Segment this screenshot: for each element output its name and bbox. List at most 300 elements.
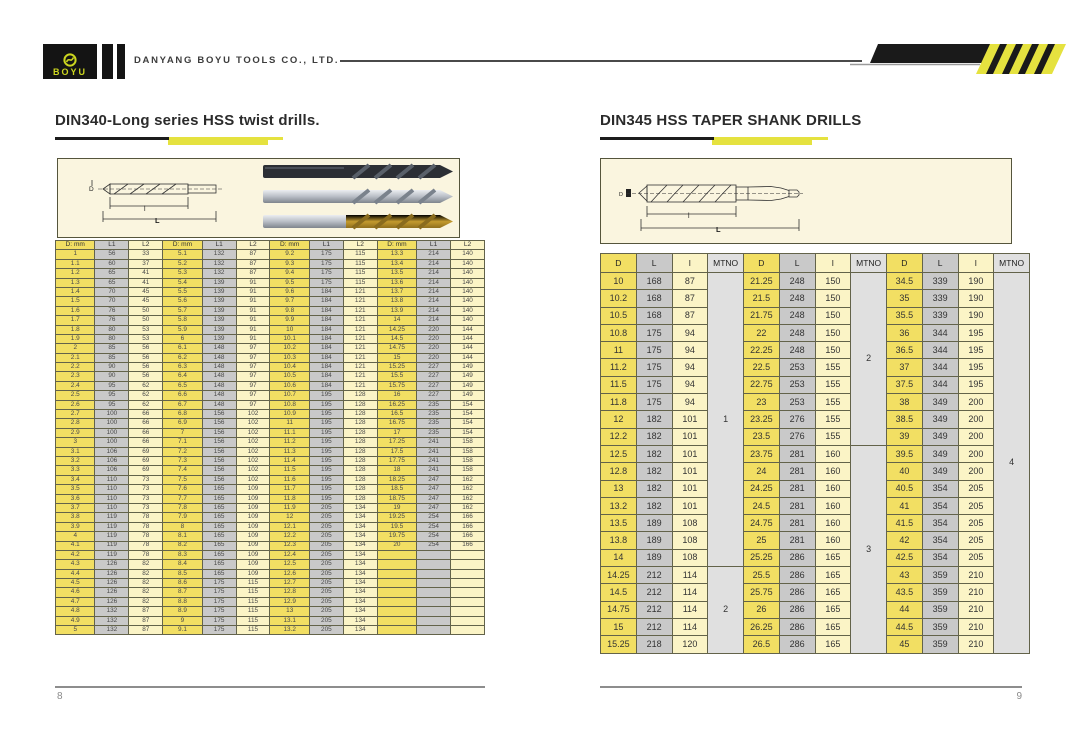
din340-cell: 134 bbox=[343, 626, 377, 635]
din340-cell: 184 bbox=[309, 381, 343, 390]
din345-cell: 155 bbox=[815, 376, 851, 393]
din345-col-header: D bbox=[744, 254, 780, 273]
din340-cell bbox=[451, 560, 485, 569]
din340-cell: 184 bbox=[309, 287, 343, 296]
din345-cell: 286 bbox=[779, 584, 815, 601]
din340-cell: 69 bbox=[129, 447, 163, 456]
din340-cell: 9.7 bbox=[270, 297, 309, 306]
din340-cell: 7.5 bbox=[163, 475, 202, 484]
din340-cell: 205 bbox=[309, 588, 343, 597]
din345-cell: 150 bbox=[815, 342, 851, 359]
din340-cell: 97 bbox=[236, 400, 270, 409]
din340-cell: 13.1 bbox=[270, 616, 309, 625]
din340-cell: 41 bbox=[129, 278, 163, 287]
svg-text:D: D bbox=[89, 186, 94, 193]
din340-row bbox=[56, 541, 485, 550]
din340-cell: 87 bbox=[129, 616, 163, 625]
din345-cell: 25.25 bbox=[744, 549, 780, 566]
din340-cell: 154 bbox=[451, 428, 485, 437]
din340-cell: 214 bbox=[417, 297, 451, 306]
din340-cell: 2.9 bbox=[56, 428, 95, 437]
din340-col-header: L2 bbox=[343, 241, 377, 250]
din340-cell: 165 bbox=[202, 532, 236, 541]
din345-cell: 354 bbox=[922, 480, 958, 497]
din345-cell: 175 bbox=[636, 359, 672, 376]
din340-row bbox=[56, 334, 485, 343]
din340-cell: 10.7 bbox=[270, 391, 309, 400]
din345-cell: 108 bbox=[672, 515, 708, 532]
din345-cell: 87 bbox=[672, 290, 708, 307]
din340-row bbox=[56, 503, 485, 512]
din340-col-header: L2 bbox=[129, 241, 163, 250]
din340-cell: 82 bbox=[129, 588, 163, 597]
din340-cell: 214 bbox=[417, 250, 451, 259]
din340-cell: 220 bbox=[417, 334, 451, 343]
din340-cell: 15.75 bbox=[377, 381, 416, 390]
din345-cell: 168 bbox=[636, 290, 672, 307]
din340-cell: 175 bbox=[309, 278, 343, 287]
din340-cell: 13 bbox=[270, 607, 309, 616]
right-page-number: 9 bbox=[1016, 691, 1022, 702]
left-page-number: 8 bbox=[57, 691, 63, 702]
din340-cell: 140 bbox=[451, 316, 485, 325]
din345-row bbox=[601, 532, 1030, 549]
din345-cell: 43 bbox=[887, 567, 923, 584]
din340-cell: 184 bbox=[309, 344, 343, 353]
din340-cell: 235 bbox=[417, 419, 451, 428]
din340-cell bbox=[377, 588, 416, 597]
din340-cell: 19.25 bbox=[377, 513, 416, 522]
din340-cell: 95 bbox=[95, 391, 129, 400]
din340-cell: 5.3 bbox=[163, 269, 202, 278]
din345-cell: 195 bbox=[958, 342, 994, 359]
din345-cell: 286 bbox=[779, 636, 815, 653]
din345-cell: 23.25 bbox=[744, 411, 780, 428]
din340-cell: 139 bbox=[202, 334, 236, 343]
din340-cell: 247 bbox=[417, 503, 451, 512]
din345-row bbox=[601, 480, 1030, 497]
din340-cell: 4.2 bbox=[56, 550, 95, 559]
din345-cell: 248 bbox=[779, 307, 815, 324]
din345-col-header: D bbox=[887, 254, 923, 273]
din340-cell bbox=[377, 560, 416, 569]
din345-cell: 286 bbox=[779, 549, 815, 566]
din340-cell: 144 bbox=[451, 325, 485, 334]
din340-cell: 90 bbox=[95, 363, 129, 372]
din340-cell: 205 bbox=[309, 503, 343, 512]
din345-cell: 26 bbox=[744, 601, 780, 618]
din340-cell: 205 bbox=[309, 532, 343, 541]
din340-cell: 85 bbox=[95, 344, 129, 353]
din340-cell: 73 bbox=[129, 485, 163, 494]
din345-cell: 21.75 bbox=[744, 307, 780, 324]
din345-row bbox=[601, 463, 1030, 480]
din345-cell: 10.2 bbox=[601, 290, 637, 307]
din340-cell: 128 bbox=[343, 494, 377, 503]
din345-cell: 339 bbox=[922, 290, 958, 307]
din345-cell: 359 bbox=[922, 618, 958, 635]
din340-cell: 184 bbox=[309, 316, 343, 325]
din340-cell: 13.3 bbox=[377, 250, 416, 259]
din340-cell bbox=[451, 550, 485, 559]
din340-cell: 8.5 bbox=[163, 569, 202, 578]
din340-cell: 214 bbox=[417, 306, 451, 315]
din345-cell: 22.5 bbox=[744, 359, 780, 376]
din340-row bbox=[56, 456, 485, 465]
din340-cell: 214 bbox=[417, 269, 451, 278]
din340-cell: 8 bbox=[163, 522, 202, 531]
din340-cell: 121 bbox=[343, 306, 377, 315]
din340-cell: 78 bbox=[129, 541, 163, 550]
din340-cell: 12.6 bbox=[270, 569, 309, 578]
din340-cell: 13.4 bbox=[377, 259, 416, 268]
din345-cell: 10 bbox=[601, 273, 637, 290]
din340-cell: 6.5 bbox=[163, 381, 202, 390]
din345-cell: 200 bbox=[958, 394, 994, 411]
din340-cell: 165 bbox=[202, 569, 236, 578]
din340-row bbox=[56, 381, 485, 390]
din345-row bbox=[601, 324, 1030, 341]
din340-cell: 19.5 bbox=[377, 522, 416, 531]
din340-cell: 2.3 bbox=[56, 372, 95, 381]
din345-col-header: L bbox=[636, 254, 672, 273]
din340-cell bbox=[377, 616, 416, 625]
din340-cell: 6.7 bbox=[163, 400, 202, 409]
din345-cell: 94 bbox=[672, 324, 708, 341]
din340-row bbox=[56, 579, 485, 588]
din345-col-header: MTNO bbox=[708, 254, 744, 273]
din340-row bbox=[56, 485, 485, 494]
din345-cell: 359 bbox=[922, 567, 958, 584]
din340-cell: 7.8 bbox=[163, 503, 202, 512]
din345-cell: 160 bbox=[815, 480, 851, 497]
din345-col-header: D bbox=[601, 254, 637, 273]
din345-cell: 150 bbox=[815, 307, 851, 324]
din345-cell: 175 bbox=[636, 342, 672, 359]
din340-cell bbox=[451, 597, 485, 606]
din345-cell: 165 bbox=[815, 567, 851, 584]
din345-cell: 205 bbox=[958, 515, 994, 532]
din340-cell: 97 bbox=[236, 372, 270, 381]
din345-cell: 160 bbox=[815, 445, 851, 462]
din340-cell: 128 bbox=[343, 419, 377, 428]
din340-cell: 195 bbox=[309, 419, 343, 428]
din340-cell: 7.9 bbox=[163, 513, 202, 522]
din345-cell: 39.5 bbox=[887, 445, 923, 462]
din340-cell: 134 bbox=[343, 588, 377, 597]
din340-cell: 205 bbox=[309, 569, 343, 578]
din340-cell: 241 bbox=[417, 447, 451, 456]
din340-cell: 109 bbox=[236, 494, 270, 503]
din345-cell: 349 bbox=[922, 428, 958, 445]
din340-cell: 1.3 bbox=[56, 278, 95, 287]
din345-cell: 286 bbox=[779, 601, 815, 618]
din340-cell: 11.4 bbox=[270, 456, 309, 465]
din345-col-header: L bbox=[922, 254, 958, 273]
din340-cell bbox=[451, 607, 485, 616]
din340-cell: 115 bbox=[236, 579, 270, 588]
din345-cell: 36 bbox=[887, 324, 923, 341]
din340-cell: 76 bbox=[95, 316, 129, 325]
din340-cell: 12.4 bbox=[270, 550, 309, 559]
din345-cell: 344 bbox=[922, 342, 958, 359]
din340-cell: 3.8 bbox=[56, 513, 95, 522]
din340-cell: 50 bbox=[129, 306, 163, 315]
din345-cell: 94 bbox=[672, 359, 708, 376]
din340-row bbox=[56, 306, 485, 315]
din340-cell: 95 bbox=[95, 381, 129, 390]
din340-cell: 12.3 bbox=[270, 541, 309, 550]
din340-cell: 149 bbox=[451, 391, 485, 400]
din340-cell: 7.4 bbox=[163, 466, 202, 475]
din345-cell: 13.5 bbox=[601, 515, 637, 532]
din340-cell: 205 bbox=[309, 513, 343, 522]
din340-cell: 134 bbox=[343, 522, 377, 531]
din340-cell: 144 bbox=[451, 334, 485, 343]
din340-row bbox=[56, 278, 485, 287]
din340-cell: 149 bbox=[451, 372, 485, 381]
din340-cell: 220 bbox=[417, 344, 451, 353]
din345-cell: 43.5 bbox=[887, 584, 923, 601]
din345-cell: 24.75 bbox=[744, 515, 780, 532]
din345-cell: 182 bbox=[636, 480, 672, 497]
din345-cell: 210 bbox=[958, 601, 994, 618]
din340-cell: 195 bbox=[309, 428, 343, 437]
din345-cell: 23.5 bbox=[744, 428, 780, 445]
din340-cell: 132 bbox=[202, 250, 236, 259]
din345-cell: 26.25 bbox=[744, 618, 780, 635]
din340-cell: 132 bbox=[95, 607, 129, 616]
din340-cell: 140 bbox=[451, 278, 485, 287]
din340-cell: 15 bbox=[377, 353, 416, 362]
din345-cell: 11.5 bbox=[601, 376, 637, 393]
din345-cell: 101 bbox=[672, 480, 708, 497]
din345-cell: 155 bbox=[815, 394, 851, 411]
din340-cell: 241 bbox=[417, 438, 451, 447]
din340-cell: 165 bbox=[202, 541, 236, 550]
din340-cell: 128 bbox=[343, 438, 377, 447]
din345-cell: 212 bbox=[636, 601, 672, 618]
din340-col-header: L1 bbox=[202, 241, 236, 250]
din340-cell: 4.4 bbox=[56, 569, 95, 578]
din340-cell: 106 bbox=[95, 466, 129, 475]
din340-cell: 109 bbox=[236, 560, 270, 569]
svg-text:D: D bbox=[619, 192, 623, 198]
din345-row bbox=[601, 273, 1030, 290]
din345-row bbox=[601, 584, 1030, 601]
din340-cell: 12.8 bbox=[270, 588, 309, 597]
din340-cell: 115 bbox=[236, 588, 270, 597]
din345-row bbox=[601, 428, 1030, 445]
din340-cell: 4 bbox=[56, 532, 95, 541]
din345-cell: 15.25 bbox=[601, 636, 637, 653]
din345-cell: 44 bbox=[887, 601, 923, 618]
din340-cell: 5 bbox=[56, 626, 95, 635]
din340-cell: 7.2 bbox=[163, 447, 202, 456]
din340-row bbox=[56, 626, 485, 635]
din345-cell: 22 bbox=[744, 324, 780, 341]
din340-drill-diagram bbox=[58, 159, 459, 237]
din340-cell: 121 bbox=[343, 316, 377, 325]
boyu-logo-text: BOYU bbox=[52, 67, 87, 77]
din340-cell: 158 bbox=[451, 466, 485, 475]
din340-cell: 175 bbox=[202, 616, 236, 625]
din345-cell: 25 bbox=[744, 532, 780, 549]
din345-cell: 195 bbox=[958, 324, 994, 341]
din345-cell: 22.75 bbox=[744, 376, 780, 393]
din340-cell: 10.2 bbox=[270, 344, 309, 353]
din340-cell: 165 bbox=[202, 485, 236, 494]
din340-cell: 6.4 bbox=[163, 372, 202, 381]
din345-cell: 281 bbox=[779, 480, 815, 497]
din340-cell: 102 bbox=[236, 428, 270, 437]
din340-cell: 85 bbox=[95, 353, 129, 362]
din345-cell: 11.2 bbox=[601, 359, 637, 376]
din340-cell: 11.5 bbox=[270, 466, 309, 475]
din340-cell: 158 bbox=[451, 456, 485, 465]
din345-mtno-cell: 3 bbox=[851, 445, 887, 653]
din340-cell: 102 bbox=[236, 447, 270, 456]
din340-cell: 9 bbox=[163, 616, 202, 625]
din345-cell: 14.25 bbox=[601, 567, 637, 584]
din340-cell: 9.6 bbox=[270, 287, 309, 296]
din340-cell: 5.9 bbox=[163, 325, 202, 334]
din345-cell: 190 bbox=[958, 290, 994, 307]
din340-cell: 56 bbox=[129, 363, 163, 372]
din340-cell: 65 bbox=[95, 269, 129, 278]
din340-cell: 128 bbox=[343, 466, 377, 475]
din340-cell: 1 bbox=[56, 250, 95, 259]
din340-cell: 144 bbox=[451, 344, 485, 353]
din340-row bbox=[56, 372, 485, 381]
din340-cell: 227 bbox=[417, 391, 451, 400]
din340-col-header: D: mm bbox=[377, 241, 416, 250]
din340-row bbox=[56, 269, 485, 278]
din340-cell: 162 bbox=[451, 475, 485, 484]
din340-cell: 20 bbox=[377, 541, 416, 550]
din340-cell: 91 bbox=[236, 306, 270, 315]
din345-cell: 42.5 bbox=[887, 549, 923, 566]
din340-cell: 148 bbox=[202, 372, 236, 381]
din345-cell: 14.75 bbox=[601, 601, 637, 618]
din340-row bbox=[56, 466, 485, 475]
din340-cell: 175 bbox=[202, 607, 236, 616]
din340-cell: 10.6 bbox=[270, 381, 309, 390]
din345-cell: 160 bbox=[815, 463, 851, 480]
din340-cell: 14.75 bbox=[377, 344, 416, 353]
din340-cell: 205 bbox=[309, 550, 343, 559]
din340-row bbox=[56, 550, 485, 559]
din345-cell: 190 bbox=[958, 273, 994, 290]
din345-cell: 37.5 bbox=[887, 376, 923, 393]
din345-cell: 12.8 bbox=[601, 463, 637, 480]
din345-cell: 25.5 bbox=[744, 567, 780, 584]
din340-cell: 2.1 bbox=[56, 353, 95, 362]
din340-cell: 50 bbox=[129, 316, 163, 325]
din340-cell: 166 bbox=[451, 532, 485, 541]
din340-cell: 82 bbox=[129, 569, 163, 578]
din340-cell: 56 bbox=[129, 344, 163, 353]
din340-cell: 121 bbox=[343, 372, 377, 381]
din340-cell: 9.3 bbox=[270, 259, 309, 268]
din340-cell: 121 bbox=[343, 325, 377, 334]
din340-cell: 4.3 bbox=[56, 560, 95, 569]
din340-cell bbox=[417, 626, 451, 635]
din340-cell: 235 bbox=[417, 410, 451, 419]
din345-row bbox=[601, 601, 1030, 618]
din345-cell: 101 bbox=[672, 428, 708, 445]
din340-cell: 235 bbox=[417, 428, 451, 437]
din340-cell: 87 bbox=[129, 626, 163, 635]
din345-cell: 12.5 bbox=[601, 445, 637, 462]
din345-cell: 101 bbox=[672, 445, 708, 462]
din345-cell: 253 bbox=[779, 394, 815, 411]
din340-cell: 165 bbox=[202, 560, 236, 569]
din345-cell: 200 bbox=[958, 445, 994, 462]
din345-cell: 34.5 bbox=[887, 273, 923, 290]
din340-cell: 9.8 bbox=[270, 306, 309, 315]
din345-cell: 210 bbox=[958, 584, 994, 601]
din345-cell: 44.5 bbox=[887, 618, 923, 635]
din340-title: DIN340-Long series HSS twist drills. bbox=[55, 112, 320, 129]
din340-cell: 119 bbox=[95, 532, 129, 541]
din340-cell: 139 bbox=[202, 287, 236, 296]
din340-cell bbox=[417, 579, 451, 588]
din340-cell: 73 bbox=[129, 475, 163, 484]
din340-cell: 205 bbox=[309, 560, 343, 569]
din340-cell: 156 bbox=[202, 475, 236, 484]
din340-cell: 1.8 bbox=[56, 325, 95, 334]
din340-cell bbox=[377, 597, 416, 606]
din340-cell: 214 bbox=[417, 287, 451, 296]
din340-cell: 16.5 bbox=[377, 410, 416, 419]
din340-product-image bbox=[57, 158, 460, 238]
din340-cell: 227 bbox=[417, 372, 451, 381]
right-footer-rule bbox=[600, 686, 1022, 688]
din345-row bbox=[601, 359, 1030, 376]
din340-cell: 9.5 bbox=[270, 278, 309, 287]
din340-cell: 184 bbox=[309, 372, 343, 381]
din345-col-header: MTNO bbox=[851, 254, 887, 273]
din340-cell: 140 bbox=[451, 250, 485, 259]
din340-cell: 9.2 bbox=[270, 250, 309, 259]
din345-cell: 26.5 bbox=[744, 636, 780, 653]
din340-row bbox=[56, 250, 485, 259]
din345-cell: 359 bbox=[922, 584, 958, 601]
din345-cell: 175 bbox=[636, 324, 672, 341]
din345-cell: 175 bbox=[636, 376, 672, 393]
din340-col-header: D: mm bbox=[56, 241, 95, 250]
din340-cell: 119 bbox=[95, 513, 129, 522]
din340-cell: 15.5 bbox=[377, 372, 416, 381]
din340-row bbox=[56, 522, 485, 531]
din340-cell: 195 bbox=[309, 400, 343, 409]
din345-col-header: L bbox=[779, 254, 815, 273]
din345-row bbox=[601, 515, 1030, 532]
din340-cell: 6.9 bbox=[163, 419, 202, 428]
din340-cell: 102 bbox=[236, 438, 270, 447]
din340-cell: 184 bbox=[309, 297, 343, 306]
din345-row bbox=[601, 549, 1030, 566]
din340-cell: 109 bbox=[236, 541, 270, 550]
din340-cell: 109 bbox=[236, 522, 270, 531]
din340-cell: 5.7 bbox=[163, 306, 202, 315]
din340-cell: 100 bbox=[95, 438, 129, 447]
din340-cell: 2.2 bbox=[56, 363, 95, 372]
din340-cell: 100 bbox=[95, 428, 129, 437]
din340-cell: 13.7 bbox=[377, 287, 416, 296]
din340-cell: 214 bbox=[417, 259, 451, 268]
